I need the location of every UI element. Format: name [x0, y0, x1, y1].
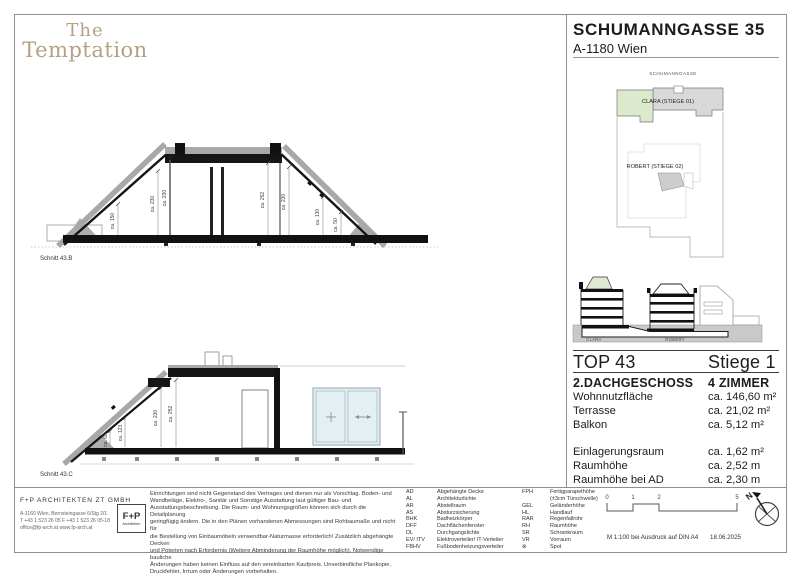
legend-spot-icon: ⊗	[522, 543, 527, 550]
unit-top-number: TOP 43	[573, 352, 636, 372]
dim-43c-1: ca. 60	[103, 433, 109, 447]
row-label: Raumhöhe bei AD	[573, 474, 664, 486]
disclaimer-line: Ausstattungsbeschreibung. Die Raum- und Wohnungsgrößen können sich durch die Detailplanung	[150, 505, 367, 519]
project-title: SCHUMANNGASSE 35	[573, 20, 765, 39]
legend-abbr: RH	[522, 523, 530, 530]
legend-desc: Regenfallrohr	[550, 516, 584, 523]
logo-line1: The	[66, 20, 104, 41]
unit-rule-top	[573, 350, 779, 351]
legend-desc: Architekturlichte	[437, 495, 477, 502]
row-value: ca. 1,62 m²	[708, 446, 764, 458]
dim-43b-4: ca. 252	[260, 191, 266, 209]
abbreviation-legend-1	[406, 489, 504, 551]
legend-row	[522, 544, 598, 551]
legend-desc: Raumhöhe	[550, 523, 577, 530]
disclaimer-line: die Bestellung von Einbaumöbeln verwendbar-Naturmasse erforderlich! Zusätzlich abgehängte Decken	[150, 533, 394, 547]
firm-logo-text: F+P	[122, 510, 141, 522]
firm-logo	[117, 504, 146, 533]
disclaimer-line: und Poterien nach Erfordernis (Weitere Abminderung der Raumhöhe möglich). Notwendige bauliche	[150, 547, 384, 561]
legend-desc: (±3cm Türschwelle)	[550, 495, 598, 502]
legend-abbr: AS	[406, 509, 414, 516]
legend-row	[406, 530, 504, 537]
legend-row	[522, 537, 598, 544]
legend-abbr: AR	[406, 502, 414, 509]
legend-desc: Abstellraum	[437, 502, 467, 509]
legend-desc: Badheizkörper	[437, 516, 473, 523]
legend-abbr: BHK	[406, 516, 418, 523]
header-rule	[573, 57, 779, 58]
row-value: ca. 2,30 m	[708, 474, 761, 486]
unit-rule-bottom	[573, 372, 779, 373]
dim-43b-1: ca. 150	[110, 212, 116, 230]
legend-desc: Handlauf	[550, 509, 573, 516]
legend-abbr: FPH	[522, 489, 533, 495]
scale-tick-0: 0	[605, 495, 609, 501]
row-label: Raumhöhe	[573, 460, 628, 472]
table-row	[573, 459, 779, 473]
legend-row	[522, 489, 598, 496]
plan-date: 18.06.2025	[710, 534, 741, 541]
firm-address-line3: office@fp-arch.at www.fp-arch.at	[20, 524, 93, 531]
legend-desc: Absturzsicherung	[437, 509, 480, 516]
dim-43b-7: ca. 50	[333, 218, 339, 232]
legend-row	[406, 537, 504, 544]
row-value: ca. 5,12 m²	[708, 419, 764, 431]
firm-logo-subtext: Architekten	[122, 521, 141, 526]
logo-line2: Temptation	[22, 38, 148, 62]
row-value: ca. 21,02 m²	[708, 405, 771, 417]
elevation-clara-label: CLARA	[586, 337, 602, 342]
section-43b-label: Schnitt 43.B	[40, 256, 73, 262]
legend-desc: Durchgangslichte	[437, 530, 480, 537]
legend-row	[406, 510, 504, 517]
scale-tick-5: 5	[735, 495, 739, 501]
row-label: Balkon	[573, 419, 608, 431]
legend-row	[406, 516, 504, 523]
legend-abbr: DL	[406, 530, 414, 537]
legend-abbr: VR	[522, 536, 530, 543]
row-label: Wohnnutzfläche	[573, 391, 654, 403]
table-row	[573, 390, 779, 404]
legend-row	[522, 530, 598, 537]
scale-tick-1: 1	[631, 495, 635, 501]
legend-abbr	[522, 496, 550, 503]
legend-desc: Fußbodenheizungsverteiler	[437, 543, 504, 550]
legend-row	[406, 523, 504, 530]
unit-floor: 2.DACHGESCHOSS	[573, 376, 694, 390]
disclaimer-line: geringfügig ändern. Die in den Plänen vorhandenen Abmessungen sind Rohbaumaße und nicht für	[150, 519, 396, 533]
legend-row	[406, 503, 504, 510]
dim-43c-3: ca. 230	[153, 409, 159, 427]
unit-title-row	[573, 352, 779, 373]
legend-row	[522, 496, 598, 503]
section-43c-shapes	[64, 352, 414, 464]
disclaimer-line: Änderungen haben keinen Einfluss auf den vereinbarten Kaufpreis. Unverbindliche Plankopie,	[150, 561, 392, 568]
dim-43b-2: ca. 230	[150, 195, 156, 213]
row-label: Terrasse	[573, 405, 616, 417]
row-value: ca. 146,60 m²	[708, 391, 777, 403]
firm-address-line2: T +43 1 523 26 05 F +43 1 523 26 05-18	[20, 517, 110, 524]
company-logo	[22, 22, 148, 61]
scale-note: M 1:100 bei Ausdruck auf DIN A4	[607, 534, 699, 541]
table-row	[573, 473, 779, 487]
legend-desc: Spot	[550, 543, 562, 550]
firm-address	[20, 511, 110, 531]
table-row	[573, 445, 779, 459]
legend-desc: Schrankraum	[550, 530, 583, 537]
elevation-robert-label: ROBERT	[665, 337, 685, 342]
scale-bar	[607, 503, 737, 511]
legend-row	[522, 503, 598, 510]
firm-address-line1: A-1160 Wien, Bernsteingasse 6/Stg 2/1	[20, 511, 108, 517]
elevation-drawing	[570, 268, 786, 348]
legend-desc: Geländerhöhe	[550, 502, 585, 509]
legend-row	[522, 523, 598, 530]
north-label: N	[743, 490, 755, 502]
legend-abbr: SR	[522, 530, 530, 537]
row-value: ca. 2,52 m	[708, 460, 761, 472]
unit-floor-row	[573, 376, 779, 390]
siteplan-street-label: SCHUMANNGASSE	[649, 71, 697, 76]
scale-tick-2: 2	[657, 495, 661, 501]
legend-desc: Fertigparapethöhe	[550, 489, 595, 495]
legend-abbr: RAR	[522, 516, 534, 523]
dim-43c-2: ca. 123	[118, 424, 124, 442]
legend-abbr: FBHV	[406, 543, 421, 550]
footer-divider	[14, 487, 786, 488]
abbreviation-legend-2	[522, 489, 598, 551]
legend-desc: Dachflächenfenster	[437, 523, 485, 530]
legend-desc: Vorraum	[550, 536, 571, 543]
legend-abbr: GEL	[522, 502, 534, 509]
unit-rooms: 4 ZIMMER	[708, 376, 770, 390]
project-address: A-1180 Wien	[573, 41, 648, 56]
legend-abbr: HL	[522, 509, 530, 516]
scale-and-north	[600, 490, 790, 550]
dim-43b-5: ca. 230	[281, 193, 287, 211]
section-drawing-43c	[14, 340, 559, 485]
legend-row	[406, 496, 504, 503]
site-plan	[566, 62, 790, 264]
elevation-shapes	[573, 277, 762, 342]
site-plan-shapes	[617, 86, 723, 257]
disclaimer-line: Druckfehler, Irrtum oder Änderungen vorbehalten.	[150, 569, 278, 576]
legend-desc: Abgehängte Decke	[437, 489, 484, 495]
legend-desc: Elektroverteiler/ IT-Verteiler	[437, 536, 504, 543]
siteplan-robert-label: ROBERT (STIEGE 02)	[626, 164, 684, 170]
north-arrow-icon	[752, 492, 779, 526]
disclaimer-line: Wandbeläge, Elektro-, Sanitär und Sonstige Ausstattung laut gültiger Bau- und	[150, 498, 352, 505]
legend-abbr: AL	[406, 495, 413, 502]
unit-measure-table	[573, 390, 779, 487]
section-43b-shapes	[31, 143, 438, 247]
legend-abbr: EV/ ITV	[406, 536, 425, 543]
legend-row	[522, 510, 598, 517]
legend-row	[522, 516, 598, 523]
siteplan-clara-label: CLARA (STIEGE 01)	[642, 99, 694, 105]
section-43c-label: Schnitt 43.C	[40, 472, 73, 478]
dim-43c-4: ca. 252	[168, 405, 174, 423]
firm-name: F+P ARCHITEKTEN ZT GMBH	[20, 497, 131, 504]
table-row	[573, 418, 779, 432]
row-label: Einlagerungsraum	[573, 446, 664, 458]
dim-43b-3: ca. 230	[162, 189, 168, 207]
legend-abbr: DFF	[406, 523, 417, 530]
legal-disclaimer	[150, 491, 400, 576]
disclaimer-line: Einrichtungen sind nicht Gegenstand des Vertrages und dienen nur als Vorschlag. Boden- und	[150, 491, 392, 497]
legend-row	[406, 544, 504, 551]
legend-abbr: AD	[406, 489, 414, 495]
legend-row	[406, 489, 504, 496]
table-row	[573, 404, 779, 418]
section-drawing-43b	[14, 130, 559, 265]
dim-43b-6: ca. 130	[315, 208, 321, 226]
unit-stiege: Stiege 1	[708, 352, 776, 372]
